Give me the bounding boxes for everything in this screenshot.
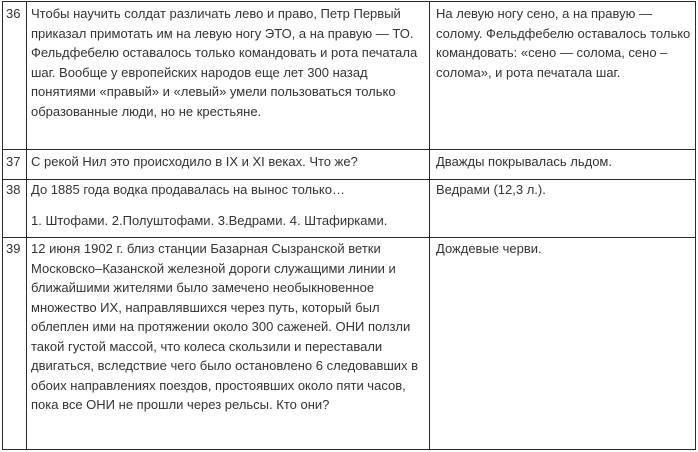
answer-cell: На левую ногу сено, а на правую — солому. Фельдфебелю оставалось только командовать: «сено — солома, сено – солома», и рота печатала шаг.: [430, 2, 696, 150]
answer-cell: Дважды покрывалась льдом.: [430, 150, 696, 180]
answer-cell: Ведрами (12,3 л.).: [430, 180, 696, 238]
row-number: 39: [3, 238, 27, 450]
question-cell: С рекой Нил это происходило в IX и XI веках. Что же?: [27, 150, 430, 180]
table-row: [3, 238, 696, 450]
question-cell: [27, 180, 430, 238]
quiz-table: [2, 1, 696, 450]
row-number: 37: [3, 150, 27, 180]
question-options: 1. Штофами. 2.Полуштофами. 3.Ведрами. 4. Штафирками.: [31, 212, 388, 228]
question-text: До 1885 года водка продавалась на вынос только…: [31, 182, 345, 197]
answer-cell: Дождевые черви.: [430, 238, 696, 450]
question-cell: 12 июня 1902 г. близ станции Базарная Сызранской ветки Московско–Казанской железной дороги служащими линии и ближайшими жителями было замечено необыкновенное множество ИХ, направлявшихся через путь, который был облеплен ими на протяжении около 300 саженей. ОНИ ползли такой густой массой, что колеса скользили и переставали двигаться, вследствие чего было остановлено 6 следовавших в обоих направлениях поездов, простоявших около пяти часов, пока все ОНИ не прошли через рельсы. Кто они?: [27, 238, 430, 450]
row-number: 38: [3, 180, 27, 238]
table-row: [3, 150, 696, 180]
table-row: [3, 180, 696, 238]
table-row: [3, 2, 696, 150]
row-number: 36: [3, 2, 27, 150]
question-cell: Чтобы научить солдат различать лево и право, Петр Первый приказал примотать им на левую ногу ЭТО, а на правую — ТО. Фельдфебелю оставалось только командовать и рота печатала шаг. Вообще у европейских народов еще лет 300 назад понятиями «правый» и «левый» умели пользоваться только образованные люди, но не крестьяне.: [27, 2, 430, 150]
